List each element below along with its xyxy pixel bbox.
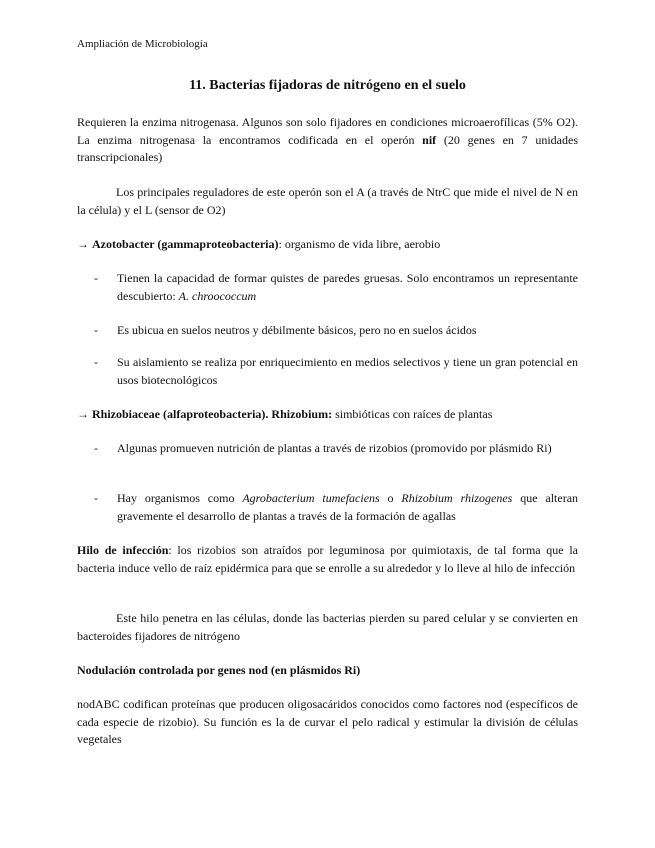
species-name: Agrobacterium tumefaciens xyxy=(242,491,380,505)
bullet-dash: - xyxy=(94,441,98,455)
nodulation-heading xyxy=(77,662,578,680)
hilo-label: Hilo de infección xyxy=(77,543,169,557)
regulators-paragraph: Los principales reguladores de este operón son el A (a través de NtrC que mide el nivel de N en la célula) y el L (sensor de O2) xyxy=(77,185,578,217)
species-name: Rhizobium rhizogenes xyxy=(401,491,513,505)
azotobacter-heading xyxy=(77,236,578,254)
bullet-text: Tienen la capacidad de formar quistes de paredes gruesas. Solo encontramos un representante descubierto: xyxy=(117,271,578,303)
list-item xyxy=(94,322,578,340)
page-header: Ampliación de Microbiología xyxy=(77,38,208,50)
list-item-text: Algunas promueven nutrición de plantas a través de rizobios (promovido por plásmido Ri) xyxy=(117,441,552,455)
species-name: A. chroococcum xyxy=(178,288,257,303)
arrow-icon: → xyxy=(77,407,89,421)
azotobacter-name: Azotobacter (gammaproteobacteria) xyxy=(92,237,279,251)
nif-operon: nif xyxy=(422,132,437,147)
list-item xyxy=(94,354,578,389)
bullet-dash: - xyxy=(94,323,98,337)
bullet-dash: - xyxy=(94,271,98,285)
bullet-text: que alteran gravemente el desarrollo de plantas a través de la formación de agallas xyxy=(117,491,579,523)
nodulation-paragraph: nodABC codifican proteínas que producen oligosacáridos conocidos como factores nod (específicos de cada especie de rizobio). Su función es la de curvar el pelo radical y estimular la división de células vegetales xyxy=(77,697,578,746)
list-item-text: Es ubicua en suelos neutros y débilmente básicos, pero no en suelos ácidos xyxy=(117,323,477,337)
azotobacter-desc: : organismo de vida libre, aerobio xyxy=(278,237,441,251)
rhizobiaceae-desc: simbióticas con raíces de plantas xyxy=(332,407,493,421)
page-title: 11. Bacterias fijadoras de nitrógeno en el suelo xyxy=(189,78,466,93)
bullet-text: o xyxy=(379,491,402,505)
bullet-dash: - xyxy=(94,491,98,505)
hilo2-paragraph: Este hilo penetra en las células, donde las bacterias pierden su pared celular y se convierten en bacteroides fijadores de nitrógeno xyxy=(77,611,578,643)
nodulation-heading-text: Nodulación controlada por genes nod (en plásmidos Ri) xyxy=(77,663,361,677)
arrow-icon: → xyxy=(77,237,89,251)
hilo-text: : los rizobios son atraídos por leguminosa por quimiotaxis, de tal forma que la bacteria induce vello de raíz epidérmica para que se enrolle a su alrededor y lo lleve al hilo de infección xyxy=(77,543,578,575)
rhizobiaceae-heading xyxy=(77,406,578,424)
hilo-paragraph xyxy=(77,542,578,577)
list-item xyxy=(94,490,578,525)
list-item xyxy=(94,270,578,305)
list-item-text xyxy=(117,270,578,305)
list-item-text: Su aislamiento se realiza por enriquecimiento en medios selectivos y tiene un gran potencial en usos biotecnológicos xyxy=(117,355,578,387)
intro-text-2: (20 genes en 7 unidades transcripcionales) xyxy=(77,132,578,164)
bullet-text: Hay organismos como xyxy=(117,491,243,505)
list-item-text xyxy=(117,490,578,525)
intro-paragraph xyxy=(77,114,578,167)
intro-text-1: Requieren la enzima nitrogenasa. Algunos son solo fijadores en condiciones microaerofílicas (5% O2). La enzima nitrogenasa la encontramos codificada en el operón xyxy=(77,115,578,147)
list-item xyxy=(94,440,578,458)
bullet-dash: - xyxy=(94,355,98,369)
rhizobiaceae-name: Rhizobiaceae (alfaproteobacteria). Rhizobium: xyxy=(92,407,333,421)
